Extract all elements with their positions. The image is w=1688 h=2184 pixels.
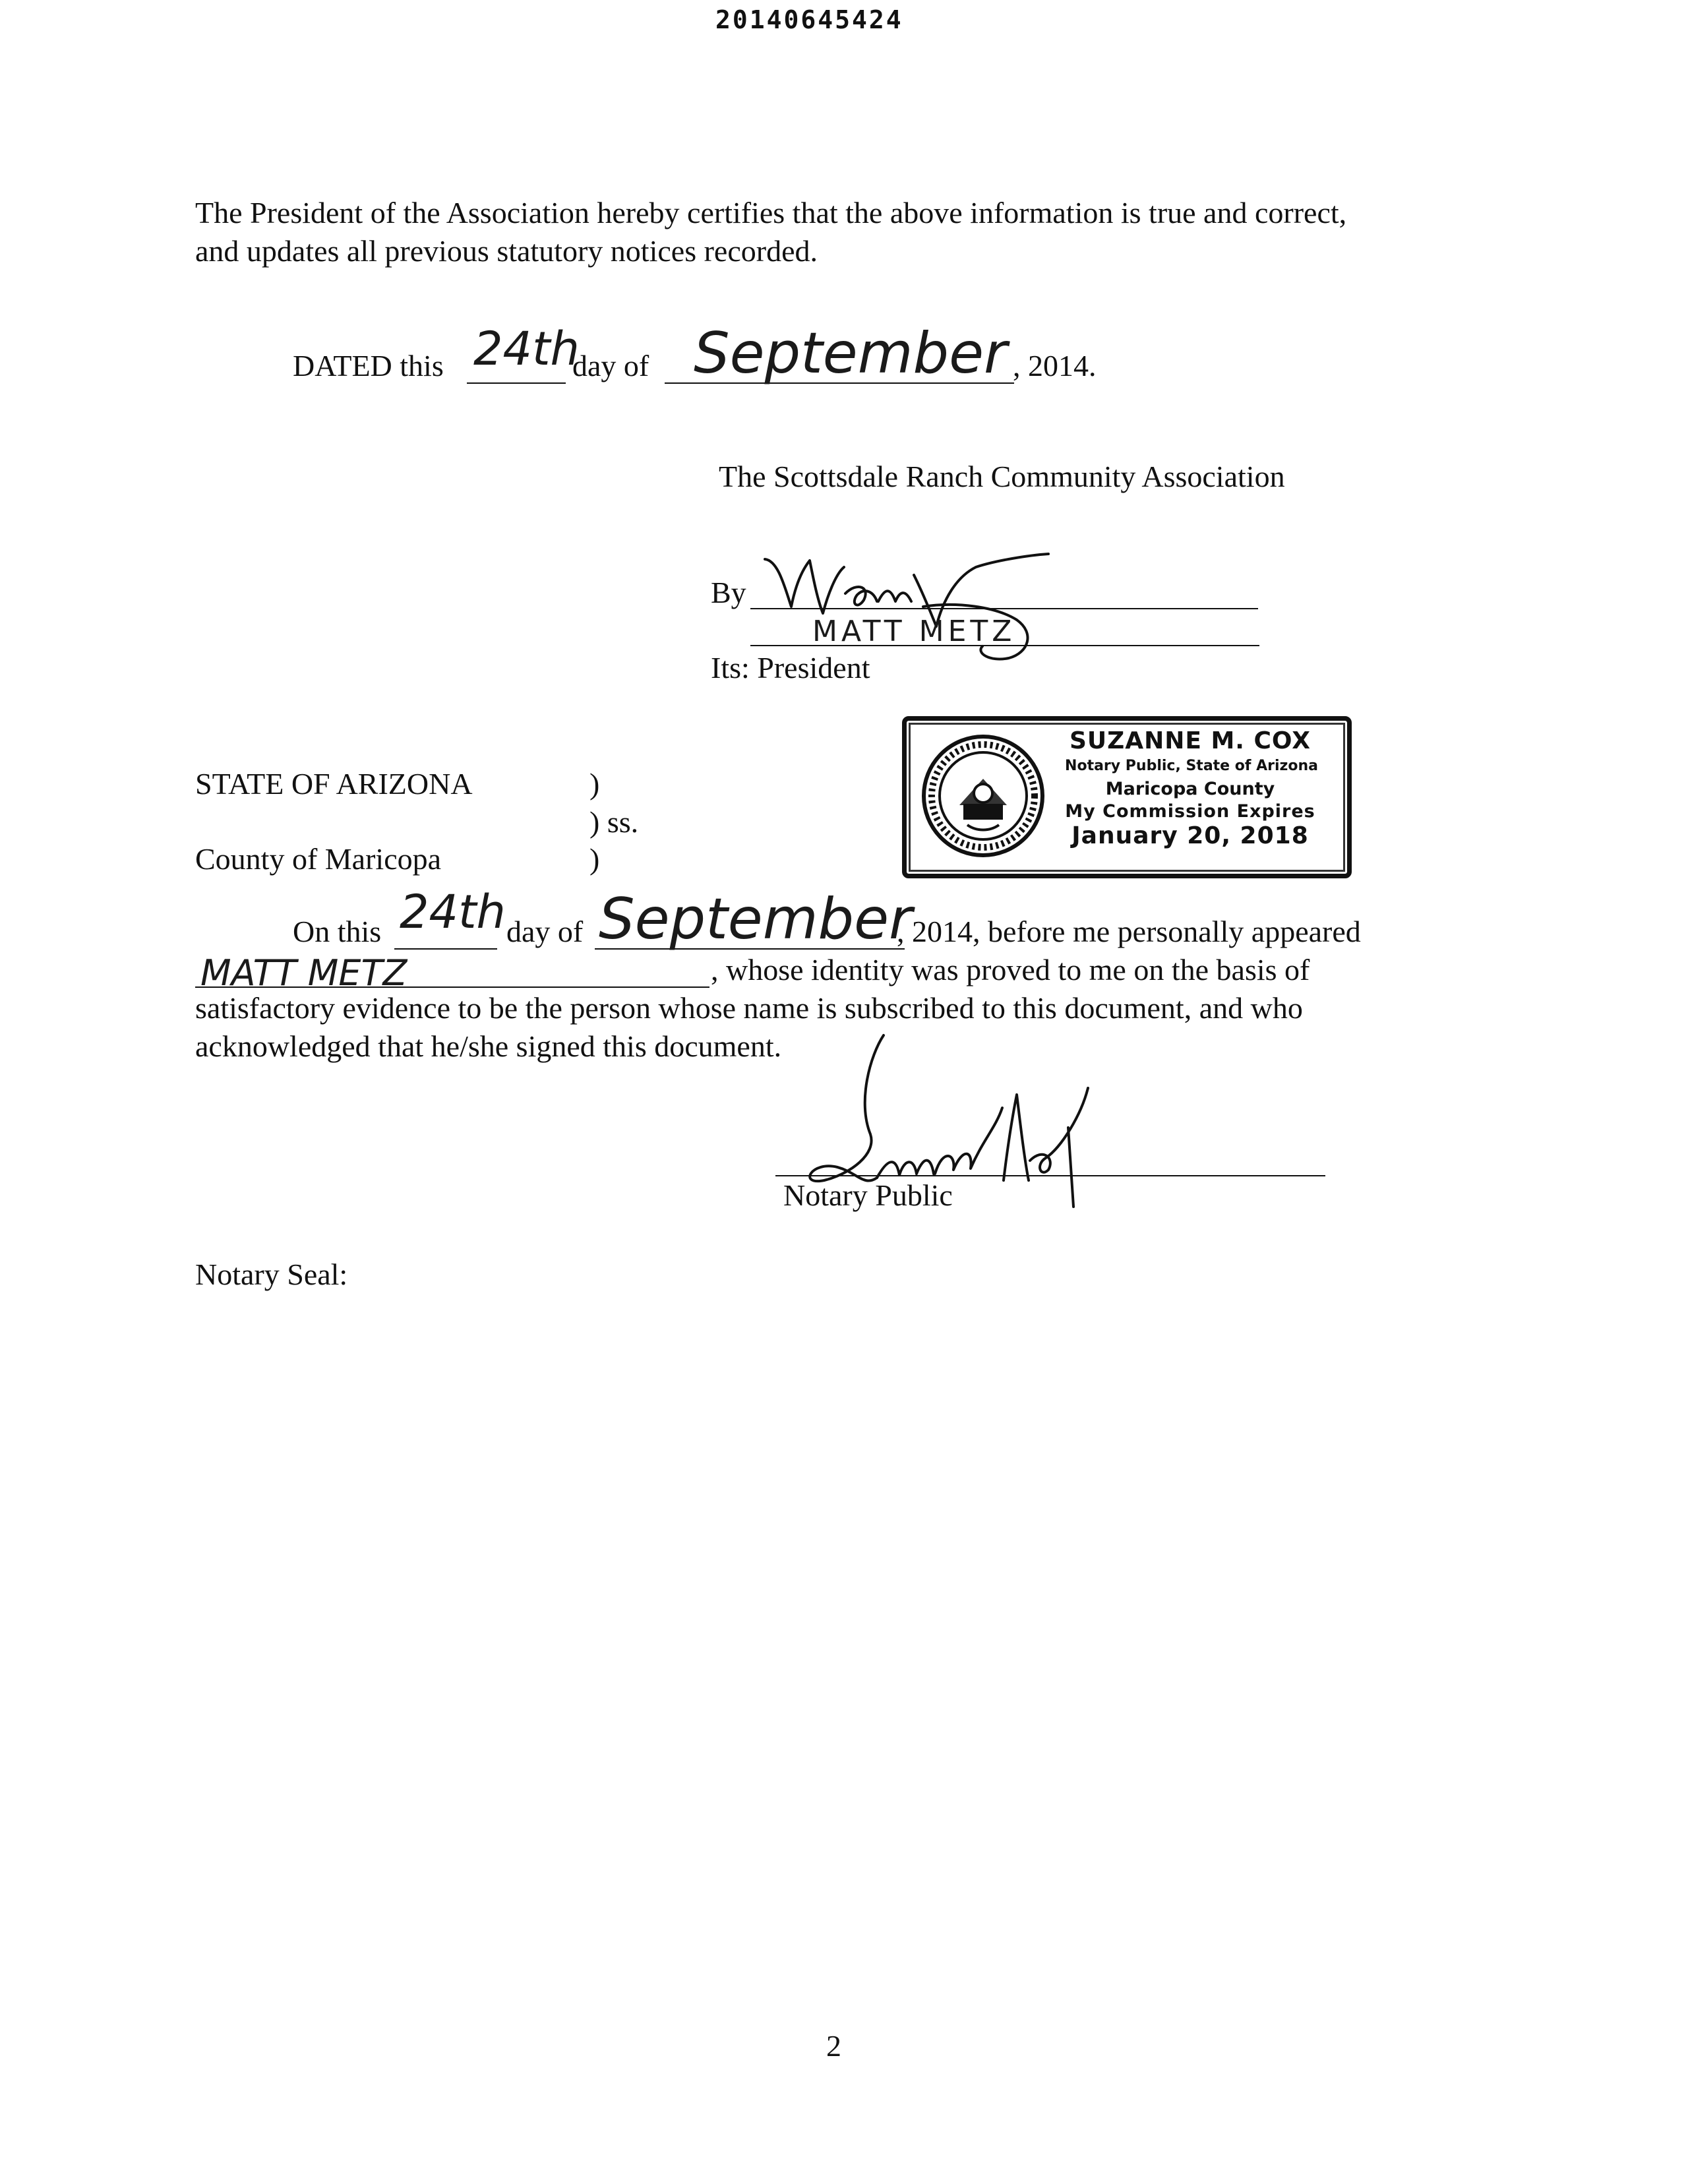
venue-ss: ) ss. <box>589 805 639 839</box>
by-label: By <box>711 576 746 609</box>
stamp-line-2: Notary Public, State of Arizona <box>1065 758 1318 774</box>
notary-stamp <box>902 716 1352 878</box>
stamp-line-3: Maricopa County <box>1105 779 1275 799</box>
ack-name-handwritten: MATT METZ <box>200 952 407 994</box>
ack-line-3: satisfactory evidence to be the person whose name is subscribed to this document, and who <box>195 991 1303 1025</box>
ack-line-4: acknowledged that he/she signed this document. <box>195 1029 782 1063</box>
ack-month-handwritten: September <box>599 886 913 952</box>
venue-paren-3: ) <box>589 842 600 876</box>
its-label: Its: President <box>711 651 870 684</box>
association-name: The Scottsdale Ranch Community Association <box>719 460 1285 493</box>
ack-day-rule <box>394 948 497 950</box>
page-number: 2 <box>826 2029 841 2063</box>
notary-public-label: Notary Public <box>783 1178 953 1212</box>
dated-day-handwritten: 24th <box>473 322 580 376</box>
venue-state: STATE OF ARIZONA <box>195 767 473 801</box>
ack-line-2-suffix: , whose identity was proved to me on the basis of <box>711 953 1310 986</box>
ack-day-handwritten: 24th <box>400 885 506 939</box>
venue-paren-1: ) <box>589 767 600 801</box>
dated-day-rule <box>467 382 566 384</box>
stamp-line-5: January 20, 2018 <box>1071 822 1309 849</box>
record-number: 20140645424 <box>715 5 903 34</box>
stamp-line-4: My Commission Expires <box>1065 801 1315 822</box>
certification-line-1: The President of the Association hereby certifies that the above information is true and correct, <box>195 196 1347 229</box>
certification-line-2: and updates all previous statutory notices recorded. <box>195 234 818 268</box>
notary-signature-rule <box>775 1175 1325 1176</box>
dated-month-handwritten: September <box>694 320 1008 386</box>
dated-mid: day of <box>572 349 649 382</box>
notary-seal-label: Notary Seal: <box>195 1258 348 1291</box>
stamp-name: SUZANNE M. COX <box>1069 727 1311 754</box>
state-seal-icon <box>920 733 1046 859</box>
ack-mid: day of <box>506 915 584 948</box>
dated-prefix: DATED this <box>293 349 444 382</box>
ack-prefix: On this <box>293 915 382 948</box>
dated-suffix: , 2014. <box>1013 349 1097 382</box>
ack-suffix: , 2014, before me personally appeared <box>897 915 1361 948</box>
printed-name-handwritten: MATT METZ <box>812 615 1016 648</box>
venue-county: County of Maricopa <box>195 842 442 876</box>
